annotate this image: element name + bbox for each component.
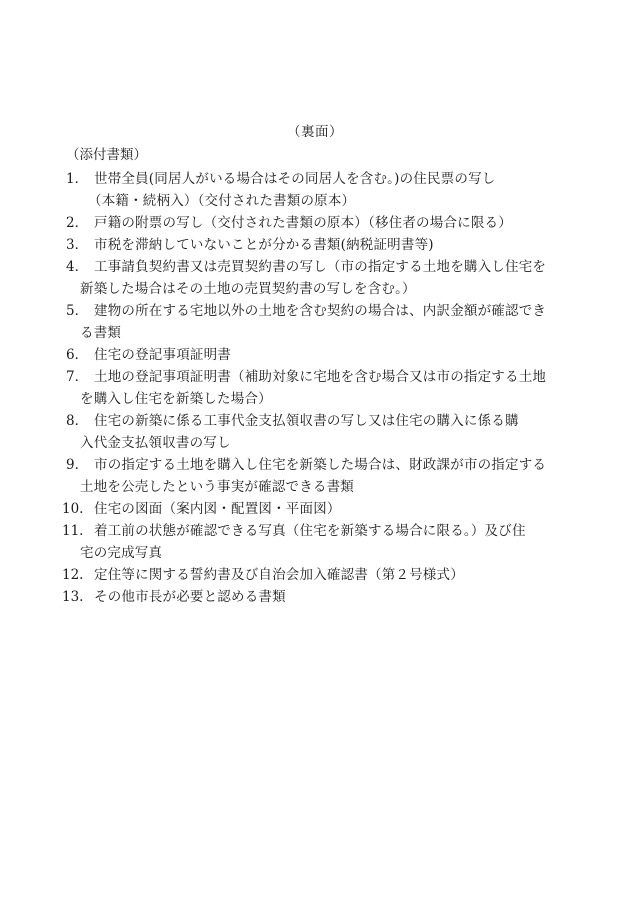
list-item [0, 586, 630, 608]
item-text: 世帯全員(同居人がいる場合はその同居人を含む。)の住民票の写し [94, 171, 496, 187]
item-number: 5． [66, 303, 89, 319]
item-text: 着工前の状態が確認できる写真（住宅を新築する場合に限る。）及び住 [94, 523, 526, 539]
list-item [0, 256, 630, 300]
item-text: その他市長が必要と認める書類 [94, 589, 286, 605]
item-text: 住宅の登記事項証明書 [94, 347, 231, 363]
item-text-continued: 新築した場合はその土地の売買契約書の写しを含む。） [80, 281, 416, 297]
item-text: 戸籍の附票の写し（交付された書類の原本）（移住者の場合に限る） [94, 215, 512, 231]
list-item [0, 410, 630, 454]
item-number: 6． [66, 347, 89, 363]
item-text-continued: 土地を公売したという事実が確認できる書類 [80, 479, 354, 495]
list-item [0, 234, 630, 256]
item-text: 住宅の新築に係る工事代金支払領収書の写し又は住宅の購入に係る購 [94, 413, 519, 429]
item-number: 13. [62, 589, 84, 605]
list-item [0, 212, 630, 234]
item-text: 住宅の図面（案内図・配置図・平面図） [94, 501, 341, 517]
list-item [0, 564, 630, 586]
item-text-continued: （本籍・続柄入）（交付された書類の原本） [88, 193, 356, 209]
item-text-continued: る書類 [80, 325, 122, 341]
page-title: （裏面） [287, 124, 343, 140]
item-text-continued: を購入し住宅を新築した場合） [80, 391, 272, 407]
item-text: 工事請負契約書又は売買契約書の写し（市の指定する土地を購入し住宅を [94, 259, 547, 275]
item-text: 市の指定する土地を購入し住宅を新築した場合は、財政課が市の指定する [94, 457, 547, 473]
item-number: 8． [66, 413, 89, 429]
list-item [0, 168, 630, 212]
list-item [0, 498, 630, 520]
item-text-continued: 入代金支払領収書の写し [80, 435, 231, 451]
list-item [0, 344, 630, 366]
item-number: 1． [66, 171, 89, 187]
attachment-list [0, 168, 630, 608]
item-text: 市税を滞納していないことが分かる書類(納税証明書等) [94, 237, 434, 253]
list-item [0, 300, 630, 344]
item-text-continued: 宅の完成写真 [80, 545, 163, 561]
item-number: 9． [66, 457, 89, 473]
item-number: 10. [62, 501, 84, 517]
item-text: 建物の所在する宅地以外の土地を含む契約の場合は、内訳金額が確認でき [94, 303, 547, 319]
list-item [0, 520, 630, 564]
list-item [0, 366, 630, 410]
item-text: 定住等に関する誓約書及び自治会加入確認書（第２号様式） [94, 567, 464, 583]
section-label: （添付書類） [66, 147, 147, 163]
item-number: 3． [66, 237, 89, 253]
item-number: 12. [62, 567, 84, 583]
item-number: 7． [66, 369, 89, 385]
item-text: 土地の登記事項証明書（補助対象に宅地を含む場合又は市の指定する土地 [94, 369, 547, 385]
list-item [0, 454, 630, 498]
item-number: 2． [66, 215, 89, 231]
item-number: 11. [62, 523, 84, 539]
item-number: 4． [66, 259, 89, 275]
